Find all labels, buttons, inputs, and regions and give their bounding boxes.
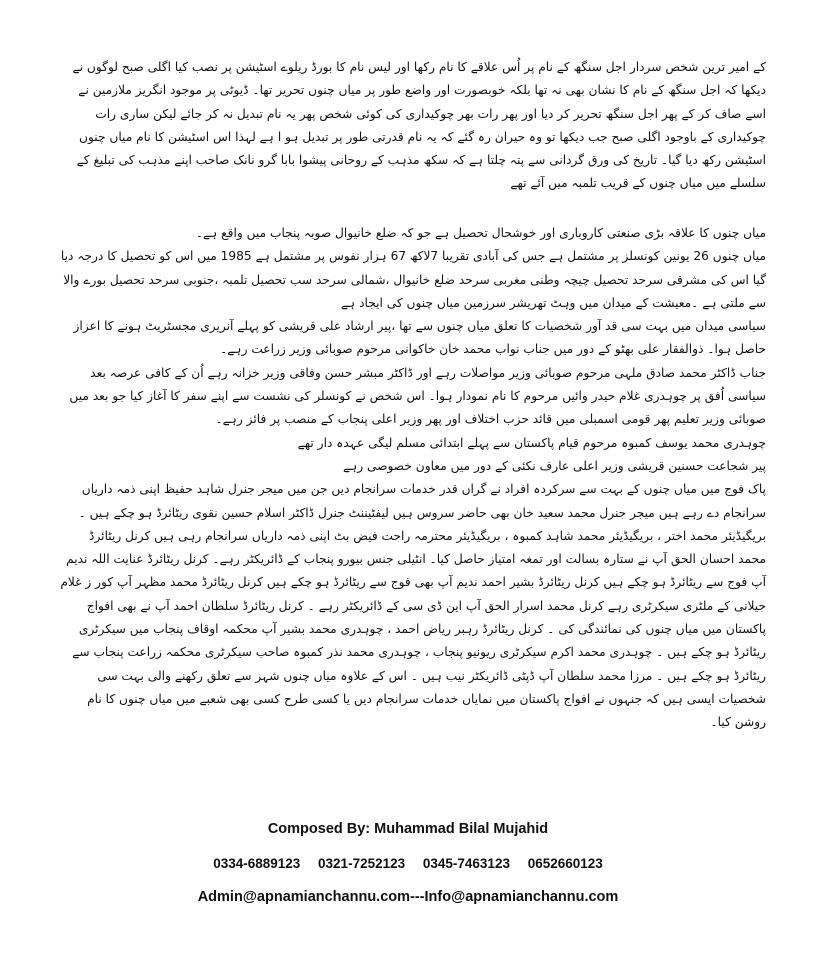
paragraph: میاں چنوں 26 یونین کونسلز پر مشتمل ہے جس کی آبادی تقریبا 7لاکھ 67 ہزار نفوس پر مشتمل ہے 1985 میں اس کو تحصیل کا درجہ دیا گیا اس کی مشرقی سرحد تحصیل چیچہ وطنی مغربی سرحد ضلع خانیوال ،شمالی سرحد سب تحصیل تلمبہ ،جنوبی سرحد تحصیل بورے والا سے ملتی ہے ۔معیشت کے میدان میں وہٹ تھریشر سرزمین میاں چنوں کی ایجاد ہے <box>60 249 766 310</box>
history-text-block <box>58 56 766 196</box>
paragraph: پاک فوج میں میاں چنوں کے بہت سے سرکردہ افراد نے گراں قدر خدمات سرانجام دیں جن میں میجر جنرل شاہد حفیظ اپنی ذمہ داریاں سرانجام دے رہے ہیں میجر جنرل محمد سعید خان بھی حاضر سروس ہیں لیفٹیننٹ جنرل ڈاکٹر اسلام حسین نقوی ریٹائرڈ ہو چکے ہیں ۔ بریگیڈیئر محمد اختر ، بریگیڈیئر محمد شاہد کمبوہ ، بریگیڈیئر محترمہ راحت فیض بٹ اپنی ذمہ داریاں سرانجام رہی ہیں کرنل ریٹائرڈ محمد احسان الحق آپ نے ستارہ بسالت اور تمغہ امتیاز حاصل کیا۔ انٹیلی جنس بیورو پنجاب کے ڈائریکٹر رہے۔ کرنل ریٹائرڈ عنایت اللہ ندیم آپ فوج سے ریٹائرڈ ہو چکے ہیں کرنل ریٹائرڈ بشیر احمد ندیم آپ بھی فوج سے ریٹائرڈ ہو چکے ہیں کرنل ریٹائرڈ محمد مظہر آپ کور ز غلام جیلانی کے ملٹری سیکرٹری رہے کرنل محمد اسرار الحق آپ این ڈی سی کے ڈائریکٹر رہے ۔ کرنل ریٹائرڈ سلطان احمد آپ نے بھی افواج پاکستان میں میاں چنوں کی نمائندگی کی ۔ کرنل ریٹائرڈ رہبر ریاض احمد ، چوہدری محمد بشیر آپ محکمہ اوقاف پنجاب میں سیکرٹری ریٹائرڈ ہو چکے ہیں ۔ چوہدری محمد اکرم سیکرٹری ریونیو پنجاب ، چوہدری محمد نذر کمبوہ صاحب سیکرٹری محکمہ زراعت پنجاب سے ریٹائرڈ ہو چکے ہیں ۔ مرزا محمد سلطان آپ ڈپٹی ڈائریکٹر نیب ہیں ۔ اس کے علاوہ میاں چنوں شہر سے تعلق رکھنے والی بہت سی شخصیات ایسی ہیں کہ جنہوں نے افواج پاکستان میں نمایاں خدمات سرانجام دیں یا کسی طرح کسی بھی شعبے میں میاں چنوں کا نام روشن کیا۔ <box>60 482 766 730</box>
main-text-block <box>58 222 766 735</box>
paragraph: کے امیر ترین شخص سردار اجل سنگھ کے نام پر اُس علاقے کا نام رکھا اور لیس نام کا بورڈ ریلوے اسٹیشن پر نصب کیا اگلی صبح لوگوں نے دیکھا کہ اجل سنگھ کے نام کا نشان بھی نہ تھا بلکہ خوبصورت اور واضع طور پر میاں چنوں تحریر تھا۔ ڈیوٹی پر موجود انگریز ملازمین نے اسے صاف کر کے پھر اجل سنگھ تحریر کر دیا اور پھر رات بھر چوکیداری کی کوئی شخص پھر یہ نام تبدیل نہ کر جائے لیکن ساری رات چوکیداری کے باوجود اگلی صبح جب دیکھا تو وہ حیران رہ گئے کہ یہ نام قدرتی طور پر تبدیل ہو ا ہے لہذا اس اسٹیشن کا نام میاں چنوں اسٹیشن رکھ دیا گیا۔ تاریخ کی ورق گردانی سے پتہ چلتا ہے کہ سکھ مذہب کے روحانی پیشوا بابا گرو نانک صاحب اپنے مذہب کی تبلیغ کے سلسلے میں میاں چنوں کے قریب تلمبہ میں آئے تھے <box>72 60 766 191</box>
composed-by-credit: Composed By: Muhammad Bilal Mujahid <box>267 821 549 837</box>
paragraph: سیاسی میدان میں بہت سی قد آور شخصیات کا تعلق میاں چنوں سے تھا ،پیر ارشاد علی قریشی کو پہلے آنریری مجسٹریٹ ہونے کا اعزاز حاصل ہوا۔ ذوالفقار علی بھٹو کے دور میں جناب نواب محمد خان خاکوانی مرحوم صوبائی وزیر زراعت رہے۔ <box>73 319 766 357</box>
email-addresses: Admin@apnamianchannu.com---Info@apnamianchannu.com <box>197 889 619 905</box>
paragraph: میاں چنوں کا علاقہ بڑی صنعتی کاروباری اور خوشحال تحصیل ہے جو کہ ضلع خانیوال صوبہ پنجاب میں واقع ہے۔ <box>195 226 766 240</box>
paragraph: پیر شجاعت حسنین قریشی وزیر اعلی عارف نکئی کے دور میں معاون خصوصی رہے <box>342 458 766 473</box>
phone-numbers: 0334-6889123 0321-7252123 0345-7463123 0652660123 <box>213 856 603 871</box>
paragraph: جناب ڈاکٹر محمد صادق ملہی مرحوم صوبائی وزیر مواصلات رہے اور ڈاکٹر مبشر حسن وفاقی وزیر خزانہ رہے اُن کے کافی عرصہ بعد سیاسی اُفق پر چوہدری غلام حیدر وائیں مرحوم کا نام نمودار ہوا۔ اس شخص نے کونسلر کی نشست سے اپنے سفر کا آغاز کیا جو بعد میں صوبائی وزیر تعلیم پھر قومی اسمبلی میں قائد حزب اختلاف اور پھر وزیر اعلی پنجاب کے منصب پر فائز رہے۔ <box>69 365 766 427</box>
paragraph: چوہدری محمد یوسف کمبوہ مرحوم قیام پاکستان سے پہلے ابتدائی مسلم لیگی عہدہ دار تھے <box>297 435 766 450</box>
